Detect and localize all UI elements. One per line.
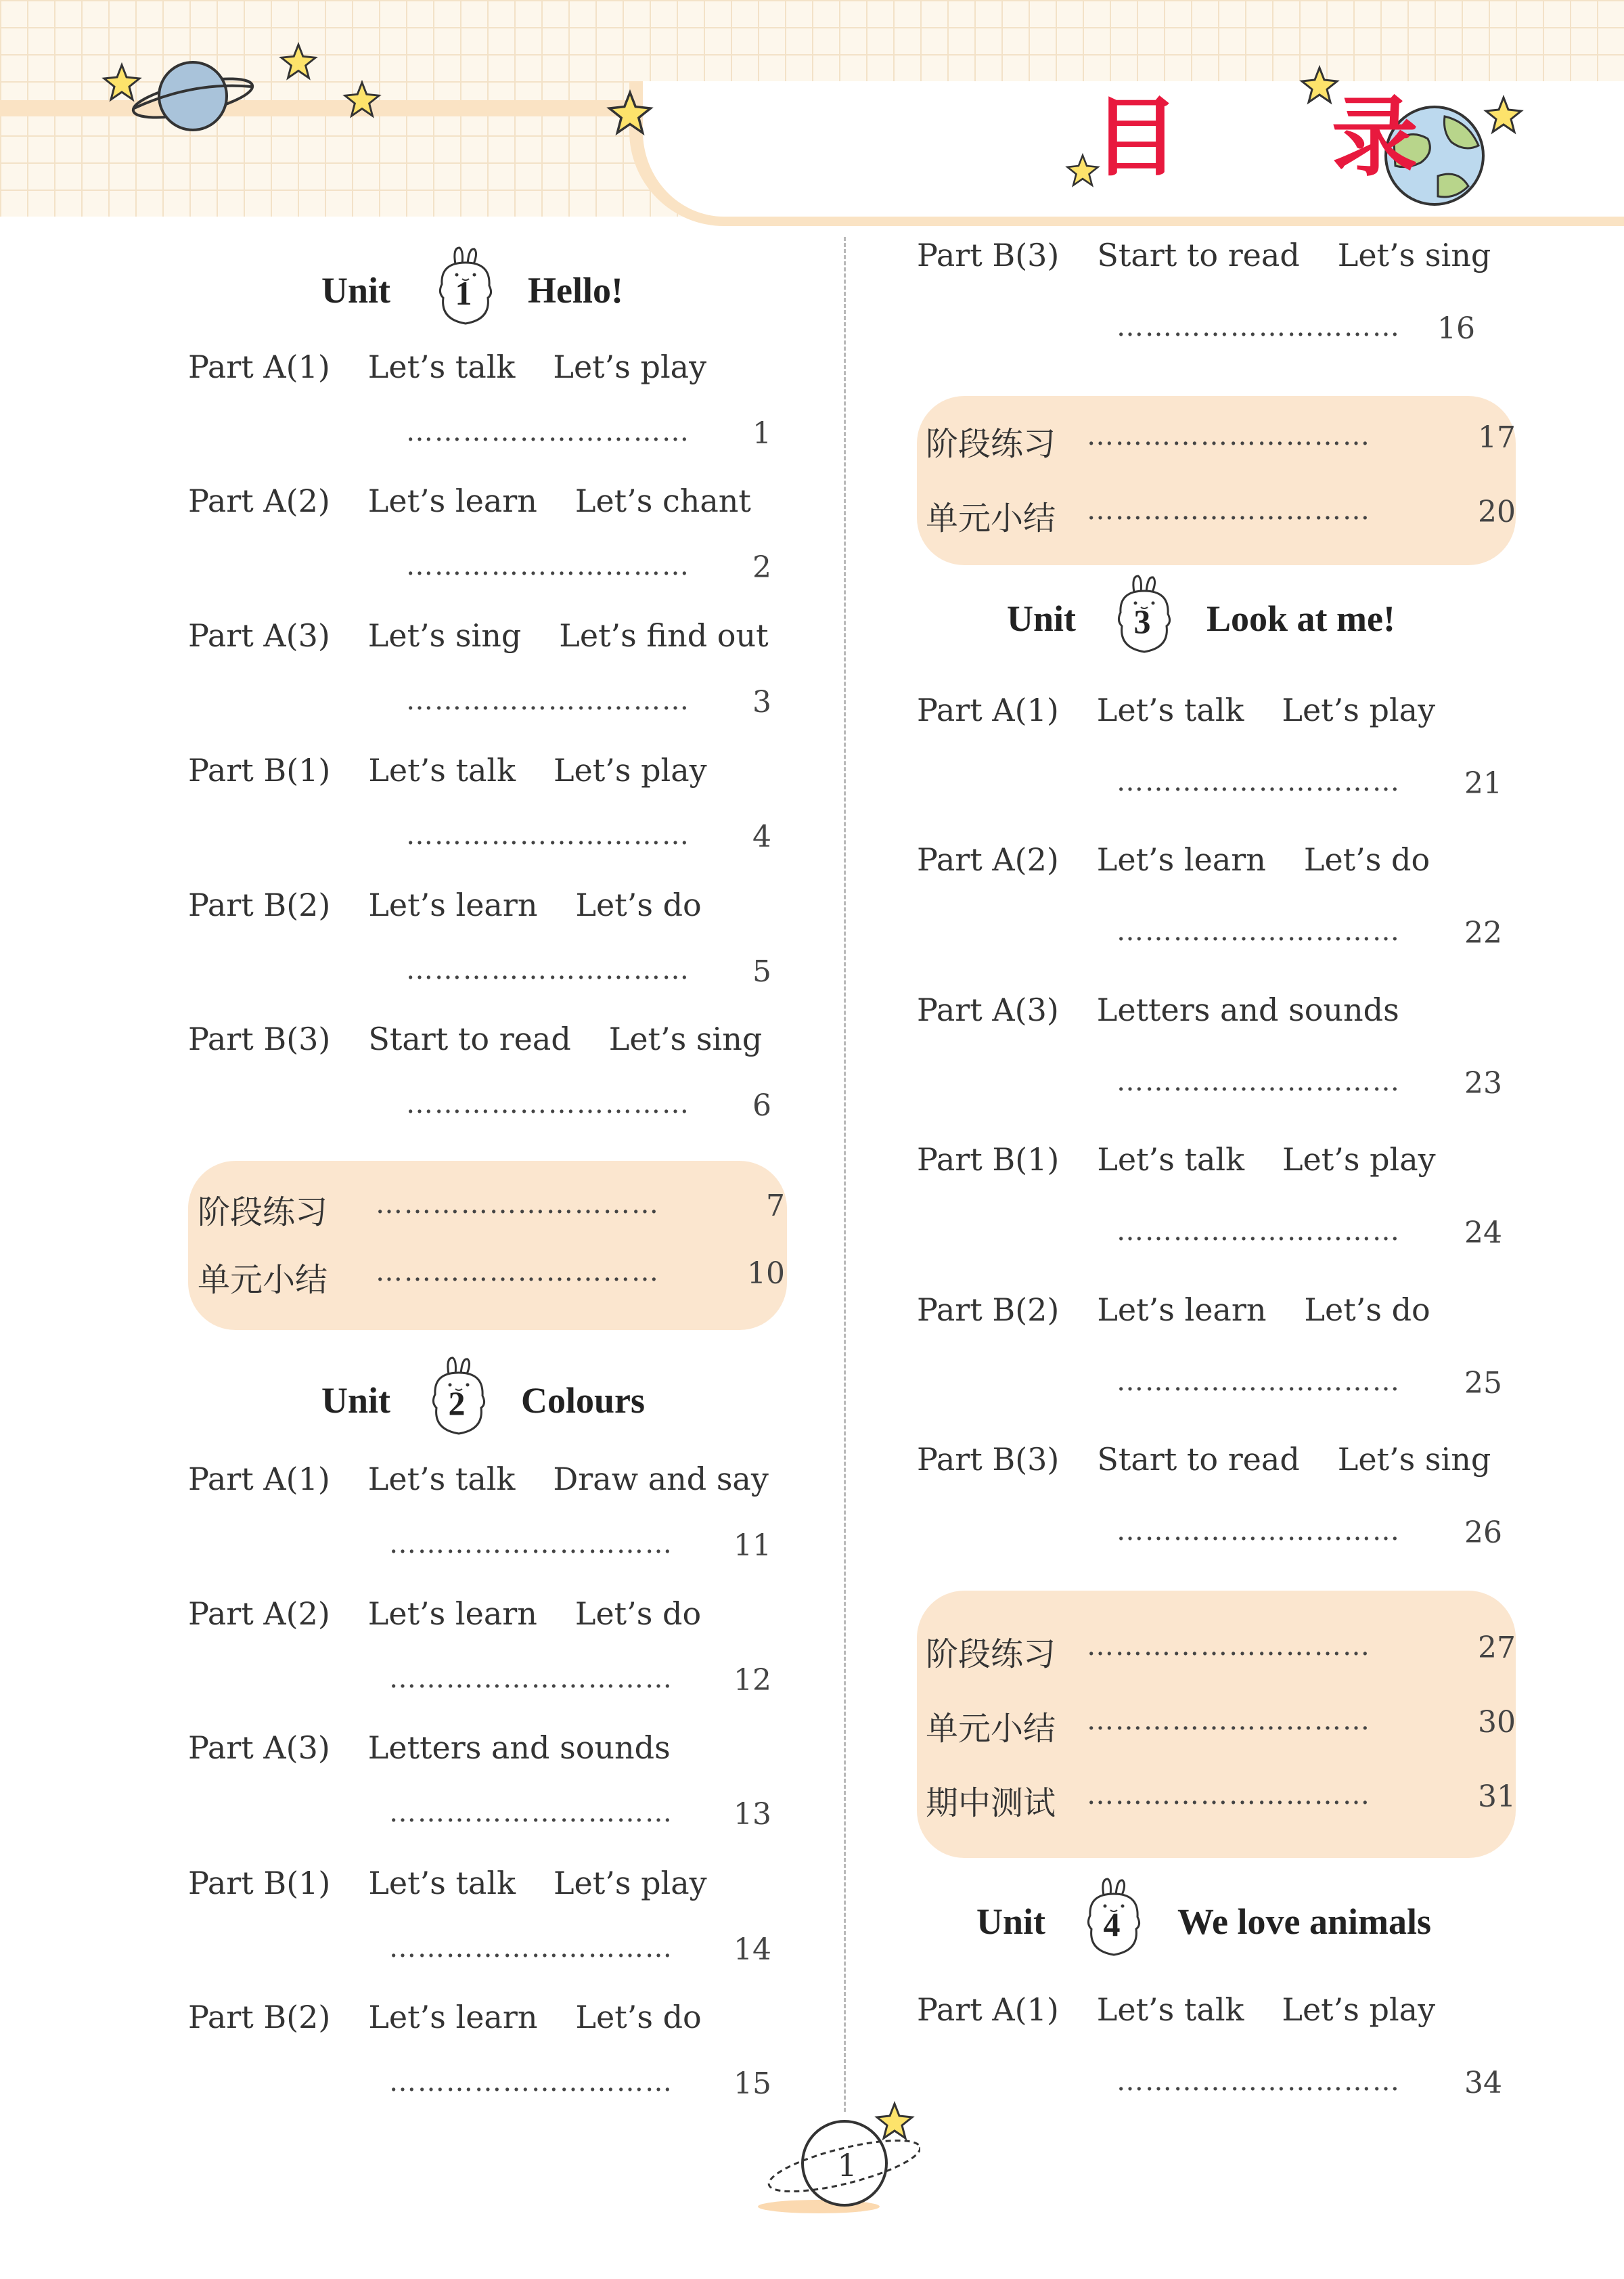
entry-page-number: 15 — [734, 2066, 771, 2101]
entry-part: Part B(2) — [188, 1999, 331, 2035]
entry-activity: Let’s talk — [368, 752, 516, 789]
toc-entry — [188, 1999, 702, 2035]
toc-entry — [917, 1291, 1430, 1328]
leader-dots: ………………………… — [376, 1189, 660, 1220]
entry-activity: Let’s do — [574, 1595, 702, 1632]
entry-part: Part B(3) — [917, 1441, 1060, 1478]
toc-entry — [188, 1595, 701, 1632]
review-page-number: 31 — [1478, 1779, 1516, 1814]
entry-part: Part A(1) — [188, 1461, 330, 1497]
toc-entry — [188, 1021, 762, 1057]
review-label: 阶段练习 — [198, 1193, 328, 1231]
toc-entry — [917, 1141, 1436, 1178]
entry-activity: Let’s learn — [367, 1595, 537, 1632]
entry-activity: Let’s chant — [574, 483, 751, 519]
entry-page-number: 23 — [1464, 1066, 1502, 1101]
leader-dots: ………………………… — [1087, 1779, 1371, 1811]
leader-dots: ………………………… — [1087, 495, 1371, 526]
entry-part: Part A(1) — [188, 349, 330, 385]
entry-activity: Let’s play — [1282, 1991, 1436, 2028]
entry-activity: Let’s play — [553, 349, 707, 385]
toc-entry — [188, 887, 702, 923]
entry-part: Part B(1) — [188, 1865, 331, 1901]
entry-activity: Let’s talk — [1097, 1141, 1244, 1178]
entry-activity: Let’s find out — [559, 617, 769, 654]
entry-part: Part B(3) — [188, 1021, 331, 1057]
entry-part: Part B(3) — [917, 237, 1060, 273]
entry-page-number: 6 — [752, 1088, 771, 1123]
entry-activity: Letters and sounds — [367, 1729, 671, 1766]
leader-dots: ………………………… — [406, 416, 690, 447]
leader-dots: ………………………… — [1116, 311, 1401, 342]
entry-activity: Let’s sing — [1337, 1441, 1491, 1478]
review-page-number: 17 — [1478, 420, 1516, 455]
entry-page-number: 26 — [1464, 1515, 1502, 1550]
leader-dots: ………………………… — [1116, 2066, 1401, 2097]
toc-entry — [188, 1461, 769, 1497]
entry-part: Part A(3) — [188, 617, 330, 654]
review-page-number: 20 — [1478, 495, 1516, 529]
review-page-number: 10 — [747, 1256, 785, 1291]
toc-entry — [917, 841, 1430, 878]
toc-entry — [917, 1441, 1491, 1478]
entry-activity: Let’s learn — [368, 887, 538, 923]
unit-title: We love animals — [1177, 1901, 1431, 1942]
review-label: 期中测试 — [926, 1784, 1056, 1822]
entry-activity: Let’s learn — [368, 1999, 538, 2035]
unit-word: Unit — [976, 1901, 1046, 1942]
leader-dots: ………………………… — [406, 954, 690, 986]
entry-activity: Start to read — [1097, 1441, 1300, 1478]
entry-part: Part A(1) — [917, 1991, 1059, 2028]
review-label: 单元小结 — [926, 500, 1056, 537]
entry-activity: Let’s talk — [1096, 1991, 1244, 2028]
entry-page-number: 1 — [752, 416, 771, 451]
entry-activity: Let’s talk — [367, 1461, 516, 1497]
entry-activity: Let’s sing — [367, 617, 522, 654]
leader-dots: ………………………… — [1116, 1515, 1401, 1547]
entry-activity: Let’s do — [1304, 1291, 1430, 1328]
page-number: 1 — [837, 2147, 857, 2184]
review-label: 阶段练习 — [926, 1635, 1056, 1673]
leader-dots: ………………………… — [1087, 420, 1371, 451]
entry-part: Part A(3) — [917, 992, 1059, 1028]
star-icon — [102, 62, 142, 103]
review-page-number: 27 — [1478, 1631, 1516, 1665]
star-icon — [342, 80, 382, 119]
toc-entry — [188, 1729, 708, 1766]
entry-activity: Letters and sounds — [1096, 992, 1399, 1028]
entry-part: Part A(3) — [188, 1729, 330, 1766]
leader-dots: ………………………… — [406, 1088, 690, 1120]
entry-part: Part A(1) — [917, 692, 1059, 728]
entry-activity: Let’s sing — [608, 1021, 763, 1057]
leader-dots: ………………………… — [389, 2066, 673, 2098]
toc-entry — [917, 237, 1491, 273]
unit-word: Unit — [1007, 598, 1077, 639]
leader-dots: ………………………… — [406, 820, 690, 851]
entry-part: Part A(2) — [188, 483, 330, 519]
leader-dots: ………………………… — [389, 1932, 673, 1964]
unit-heading — [321, 244, 795, 332]
unit-number: 2 — [448, 1384, 466, 1422]
leader-dots: ………………………… — [406, 685, 690, 716]
entry-activity: Let’s do — [575, 887, 702, 923]
review-page-number: 7 — [766, 1189, 785, 1223]
toc-entry — [188, 1865, 707, 1901]
entry-part: Part B(2) — [917, 1291, 1060, 1328]
entry-part: Part B(1) — [188, 752, 331, 789]
entry-page-number: 12 — [734, 1663, 771, 1698]
review-label: 单元小结 — [198, 1261, 328, 1299]
star-icon — [1483, 95, 1524, 135]
toc-entry — [917, 1991, 1435, 2028]
entry-activity: Start to read — [368, 1021, 571, 1057]
leader-dots: ………………………… — [1116, 766, 1401, 797]
entry-activity: Let’s talk — [367, 349, 516, 385]
unit-heading — [1007, 572, 1481, 660]
leader-dots: ………………………… — [389, 1663, 673, 1694]
entry-activity: Let’s do — [575, 1999, 702, 2035]
star-icon — [606, 89, 654, 137]
entry-activity: Let’s play — [1282, 1141, 1436, 1178]
toc-entry — [188, 483, 751, 519]
unit-title: Colours — [521, 1380, 646, 1421]
leader-dots: ………………………… — [389, 1528, 673, 1559]
unit-word: Unit — [321, 1380, 391, 1421]
entry-activity: Let’s learn — [1097, 1291, 1267, 1328]
star-icon — [279, 42, 318, 81]
planet-icon — [129, 54, 257, 142]
entry-page-number: 4 — [752, 820, 771, 854]
entry-page-number: 2 — [752, 550, 771, 585]
entry-activity: Let’s play — [553, 1865, 707, 1901]
unit-number: 1 — [455, 274, 472, 312]
entry-page-number: 13 — [734, 1797, 771, 1832]
leader-dots: ………………………… — [376, 1256, 660, 1287]
entry-activity: Let’s play — [553, 752, 707, 789]
entry-activity: Let’s learn — [1096, 841, 1266, 878]
entry-page-number: 25 — [1464, 1366, 1502, 1400]
entry-activity: Let’s sing — [1337, 237, 1491, 273]
entry-activity: Let’s do — [1303, 841, 1430, 878]
toc-entry — [188, 349, 706, 385]
entry-activity: Let’s talk — [1096, 692, 1244, 728]
entry-activity: Start to read — [1097, 237, 1300, 273]
leader-dots: ………………………… — [406, 550, 690, 581]
entry-part: Part B(1) — [917, 1141, 1060, 1178]
entry-page-number: 14 — [734, 1932, 771, 1967]
toc-entry — [188, 752, 707, 789]
entry-page-number: 24 — [1464, 1216, 1502, 1250]
entry-activity: Let’s play — [1282, 692, 1436, 728]
entry-part: Part A(2) — [188, 1595, 330, 1632]
toc-entry — [917, 992, 1437, 1028]
entry-activity: Draw and say — [553, 1461, 769, 1497]
toc-entry — [917, 692, 1435, 728]
review-label: 单元小结 — [926, 1710, 1056, 1748]
entry-page-number: 5 — [752, 954, 771, 989]
unit-heading — [976, 1875, 1450, 1963]
leader-dots: ………………………… — [389, 1797, 673, 1828]
unit-number: 4 — [1103, 1905, 1121, 1943]
entry-part: Part A(2) — [917, 841, 1059, 878]
review-page-number: 30 — [1478, 1705, 1516, 1740]
leader-dots: ………………………… — [1116, 916, 1401, 947]
leader-dots: ………………………… — [1116, 1216, 1401, 1247]
unit-title: Look at me! — [1206, 598, 1395, 639]
page-title: 目 录 — [1093, 87, 1479, 188]
entry-page-number: 16 — [1437, 311, 1475, 346]
entry-page-number: 11 — [734, 1528, 771, 1563]
leader-dots: ………………………… — [1087, 1631, 1371, 1662]
leader-dots: ………………………… — [1116, 1066, 1401, 1097]
leader-dots: ………………………… — [1087, 1705, 1371, 1736]
entry-activity: Let’s learn — [367, 483, 537, 519]
entry-activity: Let’s talk — [368, 1865, 516, 1901]
entry-page-number: 21 — [1464, 766, 1502, 801]
entry-page-number: 34 — [1464, 2066, 1502, 2100]
review-label: 阶段练习 — [926, 425, 1056, 463]
entry-page-number: 3 — [752, 685, 771, 720]
unit-number: 3 — [1133, 602, 1151, 640]
entry-part: Part B(2) — [188, 887, 331, 923]
unit-word: Unit — [321, 270, 391, 311]
unit-title: Hello! — [528, 270, 623, 311]
toc-entry — [188, 617, 769, 654]
leader-dots: ………………………… — [1116, 1366, 1401, 1397]
entry-page-number: 22 — [1464, 916, 1502, 950]
unit-heading — [321, 1354, 795, 1442]
column-divider — [844, 237, 846, 2112]
